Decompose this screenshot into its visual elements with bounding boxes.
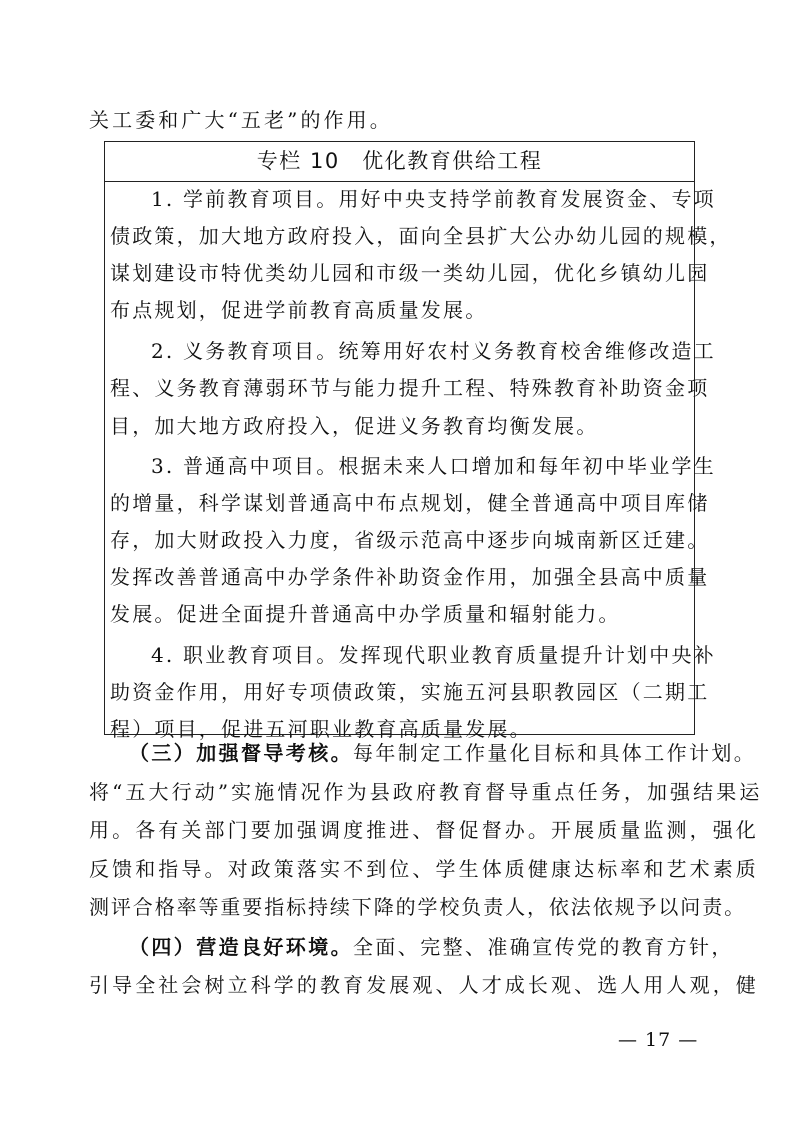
box-line: 助资金作用，用好专项债政策，实施五河县职教园区（二期工 xyxy=(110,680,710,704)
section4-first-line xyxy=(129,933,734,961)
body-line: 用。各有关部门要加强调度推进、督促督办。开展质量监测，强化 xyxy=(89,818,759,842)
body-line: 将“五大行动”实施情况作为县政府教育督导重点任务，加强结果运 xyxy=(89,780,763,804)
body-line: 引导全社会树立科学的教育发展观、人才成长观、选人用人观，健 xyxy=(89,973,759,997)
box-line: 的增量，科学谋划普通高中布点规划，健全普通高中项目库储 xyxy=(110,491,710,515)
box-line: 债政策，加大地方政府投入，面向全县扩大公办幼儿园的规模， xyxy=(110,224,732,248)
box-line: 存，加大财政投入力度，省级示范高中逐步向城南新区迁建。 xyxy=(110,528,710,552)
column-box-title-row xyxy=(105,142,694,182)
box-line: 4. 职业教育项目。发挥现代职业教育质量提升计划中央补 xyxy=(151,643,716,667)
page-number: — 17 — xyxy=(618,1029,699,1051)
column-box xyxy=(104,141,732,741)
section3-heading: （三）加强督导考核。 xyxy=(129,741,353,765)
box-line: 程）项目，促进五河职业教育高质量发展。 xyxy=(110,717,532,741)
box-line: 发展。促进全面提升普通高中办学质量和辐射能力。 xyxy=(110,602,621,626)
box-line: 3. 普通高中项目。根据未来人口增加和每年初中毕业学生 xyxy=(151,454,716,478)
box-line: 布点规划，促进学前教育高质量发展。 xyxy=(110,298,488,322)
section3-text: 每年制定工作量化目标和具体工作计划。 xyxy=(353,741,757,765)
section3-first-line xyxy=(129,739,756,767)
section4-heading: （四）营造良好环境。 xyxy=(129,935,353,959)
body-line: 测评合格率等重要指标持续下降的学校负责人，依法依规予以问责。 xyxy=(89,895,746,919)
box-line: 程、义务教育薄弱环节与能力提升工程、特殊教育补助资金项 xyxy=(110,376,710,400)
intro-line: 关工委和广大“五老”的作用。 xyxy=(89,108,393,132)
box-line: 目，加大地方政府投入，促进义务教育均衡发展。 xyxy=(110,414,599,438)
box-line: 1. 学前教育项目。用好中央支持学前教育发展资金、专项 xyxy=(151,187,716,211)
box-line: 谋划建设市特优类幼儿园和市级一类幼儿园，优化乡镇幼儿园 xyxy=(110,261,710,285)
column-box-title: 专栏 10 优化教育供给工程 xyxy=(256,149,543,173)
box-line: 发挥改善普通高中办学条件补助资金作用，加强全县高中质量 xyxy=(110,565,710,589)
section4-text: 全面、完整、准确宣传党的教育方针， xyxy=(353,935,734,959)
body-line: 反馈和指导。对政策落实不到位、学生体质健康达标率和艺术素质 xyxy=(89,857,759,881)
box-line: 2. 义务教育项目。统筹用好农村义务教育校舍维修改造工 xyxy=(151,339,716,363)
